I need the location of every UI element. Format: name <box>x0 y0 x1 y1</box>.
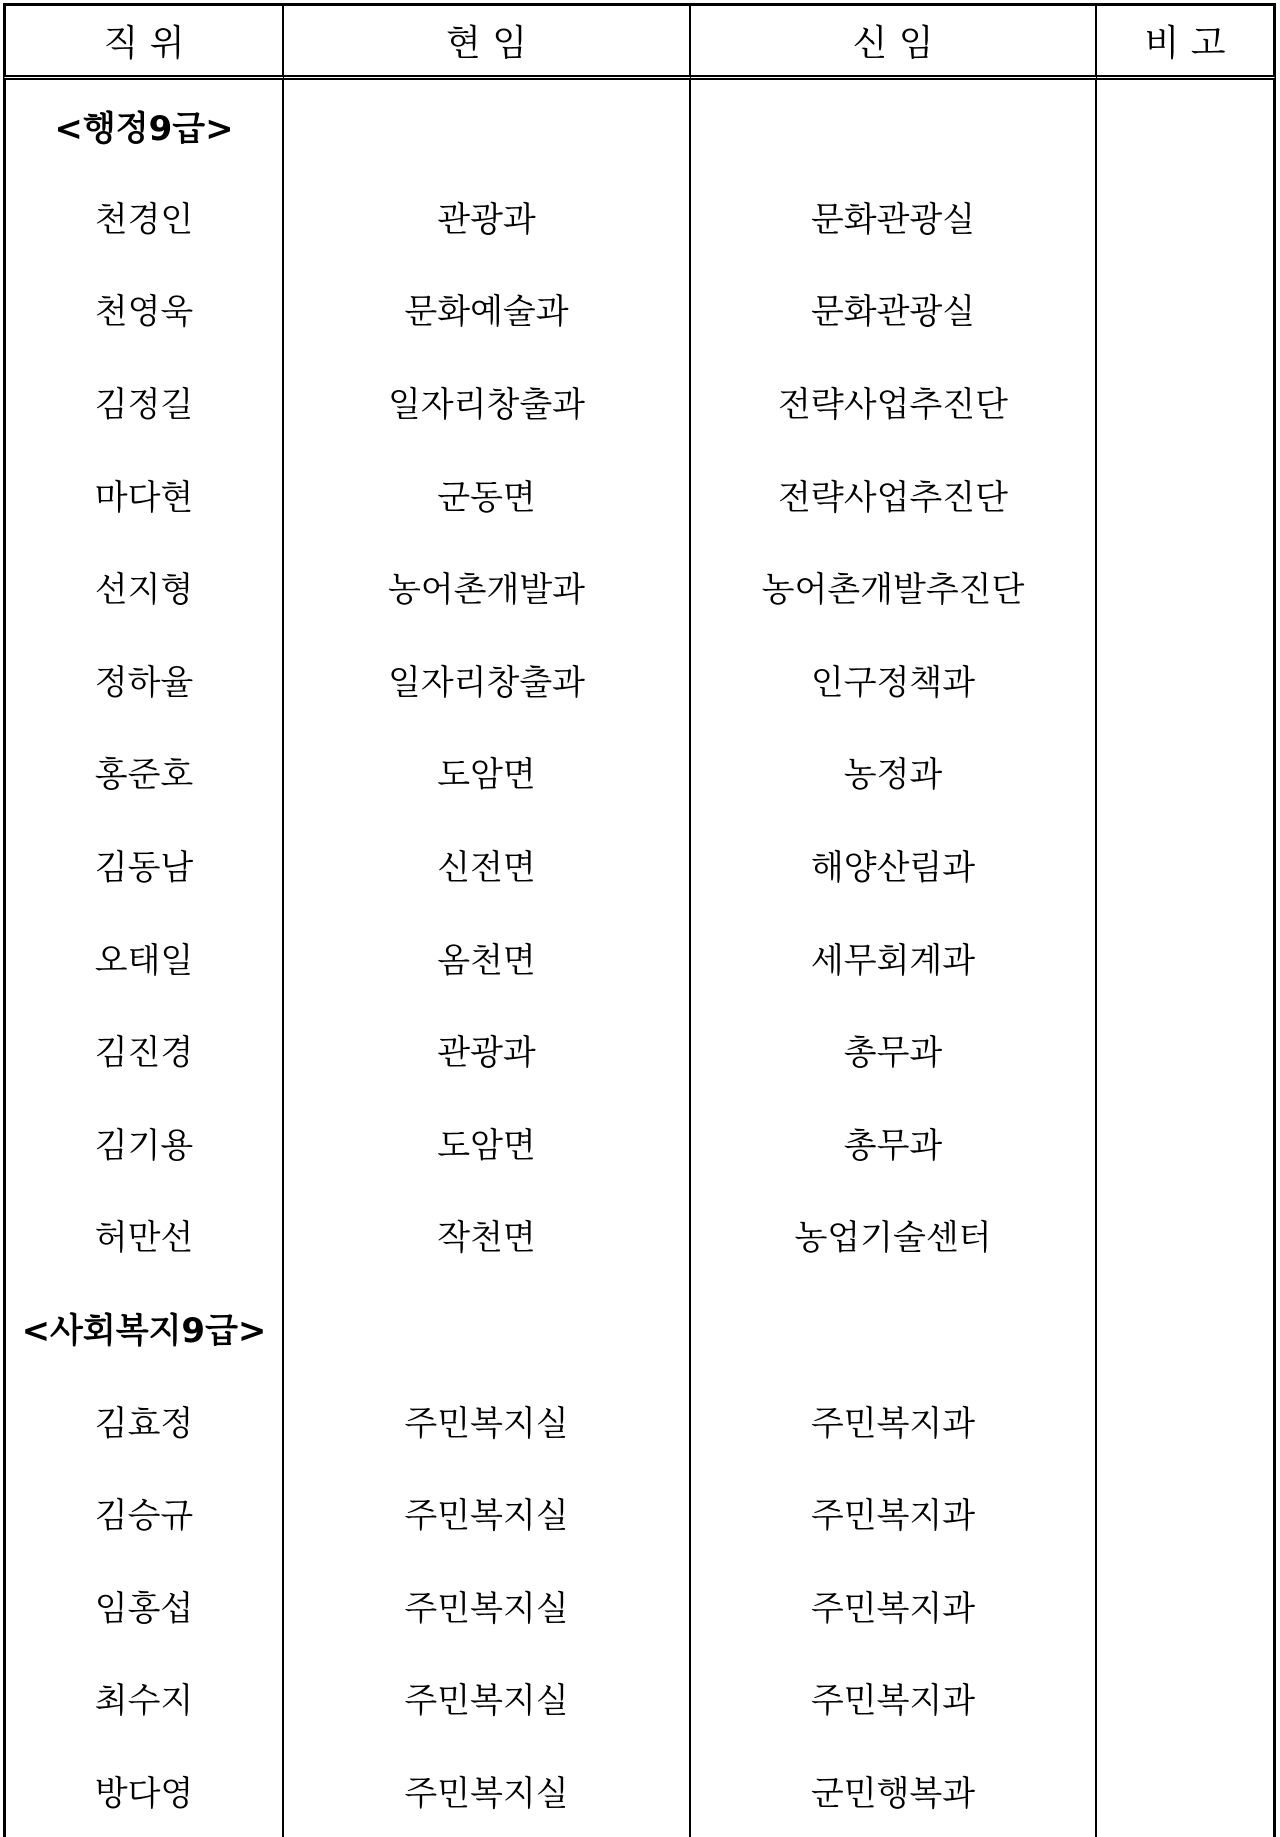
table-row <box>3 1744 1276 1837</box>
table-row <box>3 1374 1276 1467</box>
header-position: 직 위 <box>3 3 284 80</box>
remarks-cell <box>1097 1466 1276 1559</box>
current-department: 작천면 <box>284 1189 691 1282</box>
table-row <box>3 1559 1276 1652</box>
remarks-cell <box>1097 726 1276 819</box>
table-row <box>3 1189 1276 1282</box>
table-row <box>3 1003 1276 1096</box>
section-label: <행정9급> <box>3 80 284 170</box>
table-row <box>3 263 1276 356</box>
remarks-cell <box>1097 1652 1276 1745</box>
new-department: 총무과 <box>691 1003 1097 1096</box>
employee-name: 김기용 <box>3 1096 284 1189</box>
remarks-cell <box>1097 355 1276 448</box>
new-department: 주민복지과 <box>691 1559 1097 1652</box>
current-department: 관광과 <box>284 170 691 263</box>
current-department: 도암면 <box>284 726 691 819</box>
table-row <box>3 633 1276 726</box>
employee-name: 천영욱 <box>3 263 284 356</box>
empty-cell <box>1097 80 1276 170</box>
remarks-cell <box>1097 818 1276 911</box>
employee-name: 방다영 <box>3 1744 284 1837</box>
table-row <box>3 355 1276 448</box>
remarks-cell <box>1097 911 1276 1004</box>
table-row <box>3 726 1276 819</box>
current-department: 주민복지실 <box>284 1559 691 1652</box>
current-department: 군동면 <box>284 448 691 541</box>
remarks-cell <box>1097 1003 1276 1096</box>
remarks-cell <box>1097 1559 1276 1652</box>
employee-name: 김정길 <box>3 355 284 448</box>
table-row <box>3 448 1276 541</box>
employee-name: 김진경 <box>3 1003 284 1096</box>
employee-name: 임홍섭 <box>3 1559 284 1652</box>
new-department: 해양산림과 <box>691 818 1097 911</box>
employee-name: 최수지 <box>3 1652 284 1745</box>
table-header <box>3 3 1276 80</box>
section-label: <사회복지9급> <box>3 1281 284 1374</box>
employee-name: 홍준호 <box>3 726 284 819</box>
employee-name: 김효정 <box>3 1374 284 1467</box>
table-row <box>3 540 1276 633</box>
new-department: 농어촌개발추진단 <box>691 540 1097 633</box>
employee-name: 김동남 <box>3 818 284 911</box>
table-row <box>3 1096 1276 1189</box>
new-department: 주민복지과 <box>691 1652 1097 1745</box>
remarks-cell <box>1097 1096 1276 1189</box>
new-department: 주민복지과 <box>691 1466 1097 1559</box>
remarks-cell <box>1097 263 1276 356</box>
table-row <box>3 818 1276 911</box>
current-department: 주민복지실 <box>284 1374 691 1467</box>
new-department: 총무과 <box>691 1096 1097 1189</box>
new-department: 농업기술센터 <box>691 1189 1097 1282</box>
remarks-cell <box>1097 540 1276 633</box>
current-department: 주민복지실 <box>284 1466 691 1559</box>
current-department: 신전면 <box>284 818 691 911</box>
remarks-cell <box>1097 1189 1276 1282</box>
remarks-cell <box>1097 170 1276 263</box>
header-current: 현 임 <box>284 3 691 80</box>
new-department: 농정과 <box>691 726 1097 819</box>
current-department: 일자리창출과 <box>284 633 691 726</box>
new-department: 전략사업추진단 <box>691 448 1097 541</box>
new-department: 군민행복과 <box>691 1744 1097 1837</box>
current-department: 일자리창출과 <box>284 355 691 448</box>
current-department: 옴천면 <box>284 911 691 1004</box>
remarks-cell <box>1097 633 1276 726</box>
employee-name: 천경인 <box>3 170 284 263</box>
current-department: 관광과 <box>284 1003 691 1096</box>
header-remarks: 비 고 <box>1097 3 1276 80</box>
new-department: 세무회계과 <box>691 911 1097 1004</box>
employee-name: 선지형 <box>3 540 284 633</box>
employee-name: 정하율 <box>3 633 284 726</box>
new-department: 문화관광실 <box>691 263 1097 356</box>
current-department: 주민복지실 <box>284 1744 691 1837</box>
current-department: 문화예술과 <box>284 263 691 356</box>
table-body <box>3 80 1276 1837</box>
employee-name: 허만선 <box>3 1189 284 1282</box>
table-row <box>3 1466 1276 1559</box>
table-row <box>3 1652 1276 1745</box>
header-row <box>3 3 1276 80</box>
header-new: 신 임 <box>691 3 1097 80</box>
section-row <box>3 80 1276 170</box>
remarks-cell <box>1097 448 1276 541</box>
remarks-cell <box>1097 1374 1276 1467</box>
empty-cell <box>691 80 1097 170</box>
current-department: 도암면 <box>284 1096 691 1189</box>
empty-cell <box>284 1281 691 1374</box>
table-row <box>3 911 1276 1004</box>
employee-name: 마다현 <box>3 448 284 541</box>
new-department: 전략사업추진단 <box>691 355 1097 448</box>
personnel-table <box>3 3 1276 1837</box>
new-department: 인구정책과 <box>691 633 1097 726</box>
new-department: 주민복지과 <box>691 1374 1097 1467</box>
employee-name: 오태일 <box>3 911 284 1004</box>
employee-name: 김승규 <box>3 1466 284 1559</box>
current-department: 농어촌개발과 <box>284 540 691 633</box>
empty-cell <box>284 80 691 170</box>
current-department: 주민복지실 <box>284 1652 691 1745</box>
table-row <box>3 170 1276 263</box>
empty-cell <box>691 1281 1097 1374</box>
section-row <box>3 1281 1276 1374</box>
new-department: 문화관광실 <box>691 170 1097 263</box>
remarks-cell <box>1097 1744 1276 1837</box>
empty-cell <box>1097 1281 1276 1374</box>
